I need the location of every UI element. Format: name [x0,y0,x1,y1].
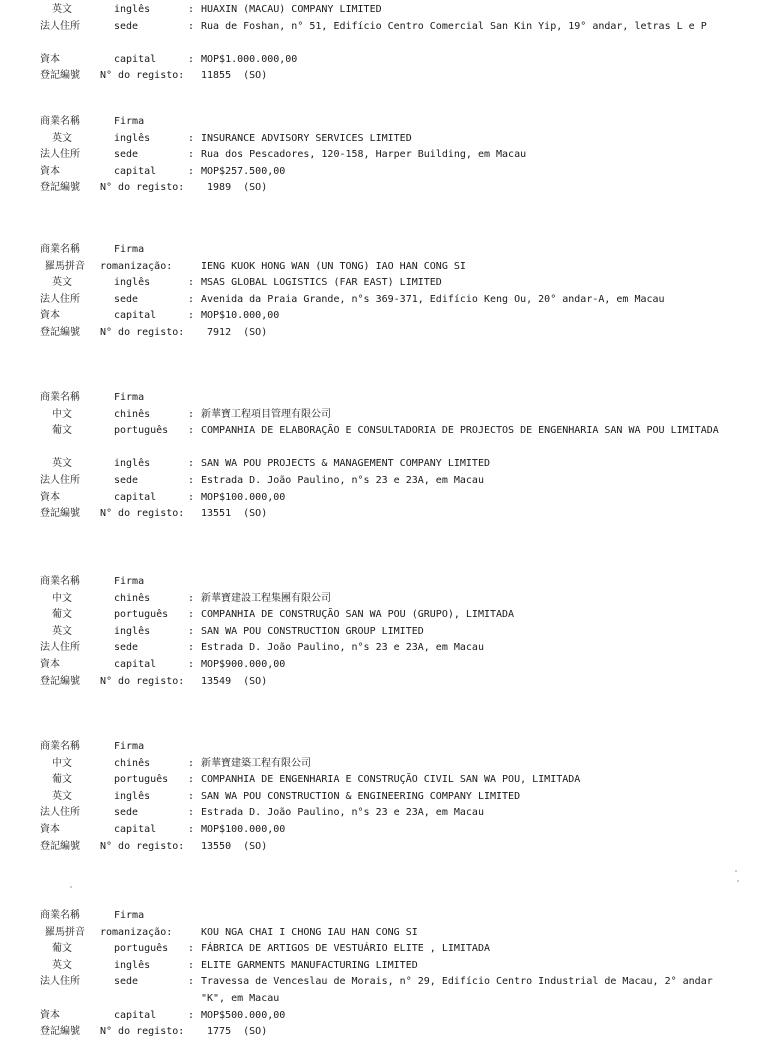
registo-value: 11855 (SO) [201,70,268,82]
registo-label-zh: 登記編號 [40,70,80,82]
sede-label-pt: sede [114,642,139,654]
portugues-label-pt: português [114,425,169,437]
capital-label-zh: 資本 [40,1009,60,1021]
chines-label-zh: 中文 [52,408,72,420]
sede-label-pt: sede [114,20,139,32]
ingles-row [0,2,775,19]
firma-label-zh: 商業名稱 [40,576,80,587]
ingles-row [0,789,775,806]
capital-label-zh: 資本 [40,165,60,177]
registry-entry [0,2,775,85]
sede-label-zh: 法人住所 [40,149,80,161]
ingles-row [0,131,775,148]
firma-row [0,908,775,925]
registry-entry [0,242,775,342]
colon: : [188,823,195,835]
colon: : [188,20,195,32]
chines-row [0,756,775,773]
registo-row [0,68,775,85]
sede-label-pt: sede [114,807,139,819]
chines-value: 新華寶建設工程集團有限公司 [201,592,331,604]
ingles-value: HUAXIN (MACAU) COMPANY LIMITED [201,4,382,15]
ingles-label-zh: 英文 [52,959,72,971]
sede-value: Travessa de Venceslau de Morais, n° 29, Edifício Centro Industrial de Macau, 2° andar "K", em Macau [201,976,713,1004]
registo-label-pt: N° do registo: [100,840,185,852]
portugues-row [0,772,775,789]
capital-value: MOP$100.000,00 [201,491,286,503]
ingles-value: MSAS GLOBAL LOGISTICS (FAR EAST) LIMITED [201,277,442,289]
registo-value: 1989 (SO) [201,182,268,194]
sede-row [0,147,775,164]
capital-row [0,822,775,839]
firma-label-zh: 商業名稱 [40,392,80,403]
sede-label-pt: sede [114,149,139,161]
firma-row [0,114,775,131]
capital-label-zh: 資本 [40,823,60,835]
firma-label-pt: Firma [114,244,145,255]
colon: : [188,625,195,637]
registo-value: 13551 (SO) [201,508,268,520]
colon: : [188,474,195,486]
registo-label-zh: 登記編號 [40,840,80,852]
ingles-row [0,958,775,975]
ingles-label-pt: inglês [114,277,151,289]
firma-label-pt: Firma [114,116,145,127]
colon: : [188,310,195,322]
capital-value: MOP$900.000,00 [201,658,286,670]
chines-label-zh: 中文 [52,592,72,604]
registo-row [0,839,775,856]
registo-value: 13550 (SO) [201,840,268,852]
registo-row [0,506,775,523]
sede-value: Rua de Foshan, n° 51, Edifício Centro Comercial San Kin Yip, 19° andar, letras L e P [201,20,707,32]
capital-label-pt: capital [114,823,157,835]
sede-label-zh: 法人住所 [40,807,80,819]
portugues-row [0,423,775,456]
capital-label-pt: capital [114,53,157,65]
colon: : [188,293,195,305]
portugues-value: COMPANHIA DE ENGENHARIA E CONSTRUÇÃO CIVIL SAN WA POU, LIMITADA [201,774,581,786]
firma-label-zh: 商業名稱 [40,910,80,921]
firma-label-pt: Firma [114,741,145,752]
sede-label-zh: 法人住所 [40,20,80,32]
ingles-value: ELITE GARMENTS MANUFACTURING LIMITED [201,959,418,971]
capital-label-zh: 資本 [40,658,60,670]
chines-row [0,407,775,424]
firma-label-pt: Firma [114,392,145,403]
capital-value: MOP$100.000,00 [201,823,286,835]
registo-row [0,1024,775,1041]
firma-label-pt: Firma [114,910,145,921]
ingles-value: SAN WA POU CONSTRUCTION & ENGINEERING COMPANY LIMITED [201,790,521,802]
ingles-label-zh: 英文 [52,625,72,637]
colon: : [188,149,195,161]
sede-label-pt: sede [114,474,139,486]
colon: : [188,774,195,786]
romanizacao-value: KOU NGA CHAI I CHONG IAU HAN CONG SI [201,926,418,938]
chines-row [0,591,775,608]
romanizacao-label-pt: romanização: [100,926,173,938]
capital-label-pt: capital [114,310,157,322]
capital-row [0,308,775,325]
colon: : [188,658,195,670]
sede-label-zh: 法人住所 [40,474,80,486]
colon: : [188,642,195,654]
ingles-row [0,275,775,292]
registo-label-pt: N° do registo: [100,326,185,338]
sede-row [0,473,775,490]
ingles-label-pt: inglês [114,132,151,144]
colon: : [188,807,195,819]
scan-speck [735,870,737,872]
scan-speck [737,880,739,882]
colon: : [188,132,195,144]
ingles-label-zh: 英文 [52,458,72,470]
sede-value: Rua dos Pescadores, 120-158, Harper Building, em Macau [201,149,527,161]
capital-label-pt: capital [114,658,157,670]
colon: : [188,53,195,65]
romanizacao-label-pt: romanização: [100,260,173,272]
chines-label-pt: chinês [114,408,151,420]
registo-row [0,325,775,342]
colon: : [188,757,195,769]
registo-row [0,674,775,691]
colon: : [188,425,195,437]
sede-label-pt: sede [114,293,139,305]
chines-label-zh: 中文 [52,757,72,769]
registo-label-pt: N° do registo: [100,182,185,194]
colon: : [188,592,195,604]
firma-label-zh: 商業名稱 [40,116,80,127]
firma-label-zh: 商業名稱 [40,741,80,752]
colon: : [188,408,195,420]
sede-value: Avenida da Praia Grande, n°s 369-371, Edifício Keng Ou, 20° andar-A, em Macau [201,293,665,305]
portugues-label-zh: 葡文 [52,943,72,955]
portugues-row [0,607,775,624]
sede-label-pt: sede [114,976,139,988]
ingles-label-pt: inglês [114,959,151,971]
portugues-label-zh: 葡文 [52,609,72,621]
sede-label-zh: 法人住所 [40,293,80,305]
registo-value: 7912 (SO) [201,326,268,338]
sede-row [0,292,775,309]
registo-label-zh: 登記編號 [40,182,80,194]
ingles-row [0,624,775,641]
sede-row [0,640,775,657]
colon: : [188,609,195,621]
portugues-row [0,941,775,958]
romanizacao-value: IENG KUOK HONG WAN (UN TONG) IAO HAN CONG SI [201,260,466,272]
registo-label-zh: 登記編號 [40,675,80,687]
registry-entry [0,114,775,197]
colon: : [188,4,195,15]
capital-value: MOP$500.000,00 [201,1009,286,1021]
colon: : [188,976,195,988]
firma-row [0,739,775,756]
firma-row [0,390,775,407]
sede-label-zh: 法人住所 [40,976,80,988]
registo-value: 1775 (SO) [201,1026,268,1038]
colon: : [188,277,195,289]
ingles-label-pt: inglês [114,625,151,637]
ingles-value: INSURANCE ADVISORY SERVICES LIMITED [201,132,412,144]
portugues-value: COMPANHIA DE ELABORAÇÃO E CONSULTADORIA DE PROJECTOS DE ENGENHARIA SAN WA POU LIMITADA [201,425,719,437]
capital-value: MOP$10.000,00 [201,310,280,322]
capital-row [0,164,775,181]
registo-label-pt: N° do registo: [100,508,185,520]
portugues-label-pt: português [114,609,169,621]
chines-value: 新華寶工程項目管理有限公司 [201,408,331,420]
firma-label-zh: 商業名稱 [40,244,80,255]
capital-row [0,1008,775,1025]
ingles-row [0,456,775,473]
firma-row [0,242,775,259]
capital-row [0,490,775,507]
ingles-value: SAN WA POU PROJECTS & MANAGEMENT COMPANY LIMITED [201,458,490,470]
registry-entry [0,390,775,523]
portugues-label-pt: português [114,943,169,955]
romanizacao-row [0,925,775,942]
ingles-value: SAN WA POU CONSTRUCTION GROUP LIMITED [201,625,424,637]
sede-row [0,805,775,822]
firma-row [0,574,775,591]
capital-row [0,657,775,674]
portugues-value: COMPANHIA DE CONSTRUÇÃO SAN WA POU (GRUPO), LIMITADA [201,609,515,621]
portugues-label-pt: português [114,774,169,786]
sede-value: Estrada D. João Paulino, n°s 23 e 23A, em Macau [201,642,484,654]
capital-label-zh: 資本 [40,310,60,322]
romanizacao-row [0,259,775,276]
sede-row [0,19,775,52]
capital-label-pt: capital [114,1009,157,1021]
colon: : [188,165,195,177]
portugues-value: FÁBRICA DE ARTIGOS DE VESTUÁRIO ELITE , LIMITADA [201,943,490,955]
capital-label-zh: 資本 [40,53,60,65]
registry-entry [0,908,775,1041]
ingles-label-zh: 英文 [52,132,72,144]
sede-row [0,974,775,1007]
registo-label-zh: 登記編號 [40,326,80,338]
registo-value: 13549 (SO) [201,675,268,687]
ingles-label-pt: inglês [114,790,151,802]
capital-label-zh: 資本 [40,491,60,503]
chines-label-pt: chinês [114,592,151,604]
capital-label-pt: capital [114,165,157,177]
registo-row [0,180,775,197]
ingles-label-zh: 英文 [52,790,72,802]
ingles-label-zh: 英文 [52,4,72,15]
capital-value: MOP$257.500,00 [201,165,286,177]
ingles-label-zh: 英文 [52,277,72,289]
colon: : [188,959,195,971]
capital-row [0,52,775,69]
registry-entry [0,739,775,855]
sede-value: Estrada D. João Paulino, n°s 23 e 23A, em Macau [201,474,484,486]
sede-label-zh: 法人住所 [40,642,80,654]
romanizacao-label-zh: 羅馬拼音 [45,260,85,272]
registo-label-pt: N° do registo: [100,1026,185,1038]
scan-speck [70,886,72,888]
colon: : [188,1009,195,1021]
registo-label-zh: 登記編號 [40,508,80,520]
capital-value: MOP$1.000.000,00 [201,53,298,65]
registo-label-zh: 登記編號 [40,1026,80,1038]
chines-value: 新華寶建築工程有限公司 [201,757,311,769]
colon: : [188,458,195,470]
chines-label-pt: chinês [114,757,151,769]
colon: : [188,790,195,802]
romanizacao-label-zh: 羅馬拼音 [45,926,85,938]
registry-entry [0,574,775,690]
registo-label-pt: N° do registo: [100,70,185,82]
firma-label-pt: Firma [114,576,145,587]
sede-value: Estrada D. João Paulino, n°s 23 e 23A, em Macau [201,807,484,819]
registo-label-pt: N° do registo: [100,675,185,687]
colon: : [188,491,195,503]
portugues-label-zh: 葡文 [52,425,72,437]
ingles-label-pt: inglês [114,458,151,470]
portugues-label-zh: 葡文 [52,774,72,786]
ingles-label-pt: inglês [114,4,151,15]
capital-label-pt: capital [114,491,157,503]
colon: : [188,943,195,955]
